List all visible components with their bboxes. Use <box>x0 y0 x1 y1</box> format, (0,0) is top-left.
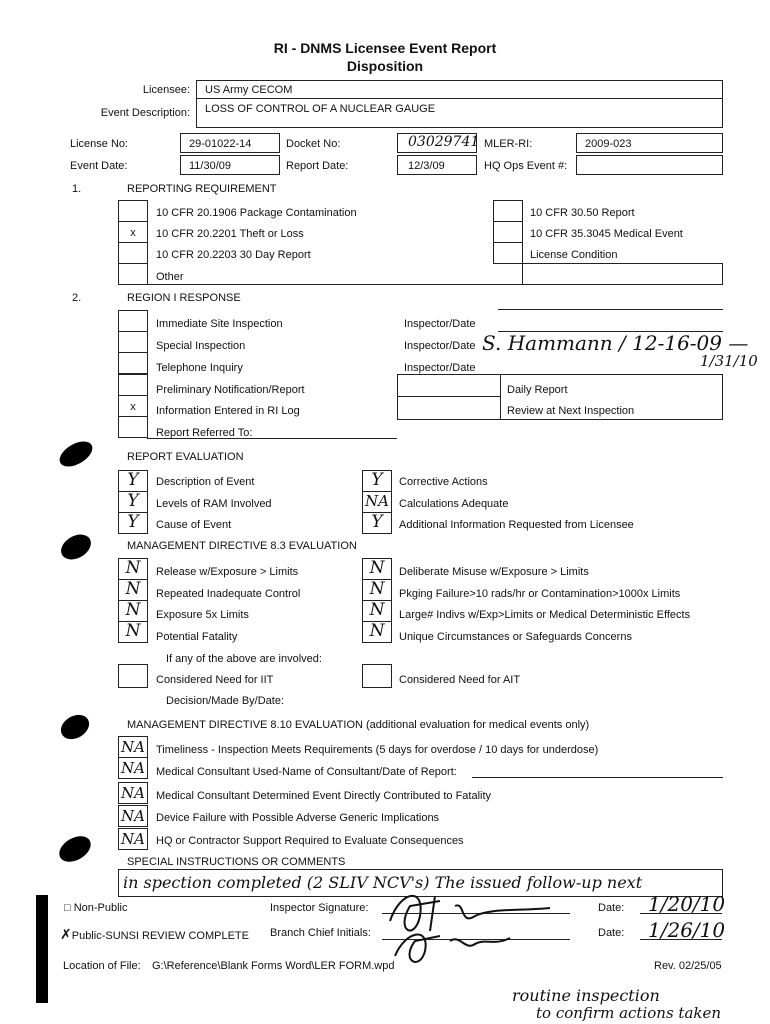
licensee-field[interactable] <box>196 80 723 99</box>
checkbox-consultant-fatality[interactable]: NA <box>118 782 148 804</box>
label-potential-fatality: Potential Fatality <box>156 631 238 643</box>
label-corrective-actions: Corrective Actions <box>399 476 488 488</box>
checkbox-preliminary-notification[interactable] <box>118 374 148 396</box>
label-daily-report: Daily Report <box>507 384 568 396</box>
label-unique-circumstances: Unique Circumstances or Safeguards Concerns <box>399 631 632 643</box>
label-exposure-5x: Exposure 5x Limits <box>156 609 249 621</box>
inspector-date2: 1/31/10 <box>700 352 758 370</box>
label-preliminary-notification: Preliminary Notification/Report <box>156 384 305 396</box>
event-description-field[interactable] <box>196 98 723 128</box>
label-device-failure: Device Failure with Possible Adverse Generic Implications <box>156 812 440 824</box>
event-date-field[interactable] <box>180 155 280 175</box>
license-condition-field[interactable] <box>522 263 723 285</box>
page-subtitle: Disposition <box>346 58 424 74</box>
license-no-field[interactable] <box>180 133 280 153</box>
mler-field[interactable] <box>576 133 723 153</box>
mler-value: 2009-023 <box>585 138 632 150</box>
bottom-note-2: to confirm actions taken <box>536 1004 722 1022</box>
date-label-2: Date: <box>598 927 625 939</box>
checkbox-consultant-used[interactable]: NA <box>118 757 148 779</box>
label-deliberate-misuse: Deliberate Misuse w/Exposure > Limits <box>399 566 589 578</box>
report-evaluation-heading: REPORT EVALUATION <box>127 451 244 463</box>
checkbox-package-contamination[interactable] <box>118 200 148 222</box>
checkbox-medical-event[interactable] <box>493 221 523 243</box>
label-license-condition: License Condition <box>530 249 618 261</box>
checkbox-corrective-actions[interactable]: Y <box>362 470 392 492</box>
checkbox-cause-event[interactable]: Y <box>118 512 148 534</box>
label-telephone-inquiry: Telephone Inquiry <box>156 362 243 374</box>
checkbox-additional-info[interactable]: Y <box>362 512 392 534</box>
license-no-label: License No: <box>70 138 129 150</box>
section1-number: 1. <box>72 183 82 195</box>
label-consultant-used: Medical Consultant Used-Name of Consultant/Date of Report: <box>156 766 457 778</box>
licensee-value: US Army CECOM <box>205 84 293 96</box>
referred-underline <box>147 438 397 439</box>
special-heading: SPECIAL INSTRUCTIONS OR COMMENTS <box>127 856 346 868</box>
checkbox-release-exposure[interactable]: N <box>118 558 148 580</box>
label-medical-event: 10 CFR 35.3045 Medical Event <box>530 228 683 240</box>
checkbox-calculations[interactable]: NA <box>362 491 392 513</box>
label-ait: Considered Need for AIT <box>399 674 521 686</box>
label-report-referred: Report Referred To: <box>156 427 253 439</box>
md83-heading: MANAGEMENT DIRECTIVE 8.3 EVALUATION <box>127 540 357 552</box>
label-calculations: Calculations Adequate <box>399 498 509 510</box>
label-levels-ram: Levels of RAM Involved <box>156 498 272 510</box>
checkbox-iit[interactable] <box>118 664 148 688</box>
label-immediate-inspection: Immediate Site Inspection <box>156 318 283 330</box>
checkbox-30-day-report[interactable] <box>118 242 148 264</box>
checkbox-large-indivs[interactable]: N <box>362 600 392 622</box>
label-pkging-failure: Pkging Failure>10 rads/hr or Contamination>1000x Limits <box>399 588 681 600</box>
inspector-signature: S. Hammann / 12-16-09 — <box>482 331 749 355</box>
date-value-2: 1/26/10 <box>648 918 726 942</box>
label-30-50-report: 10 CFR 30.50 Report <box>530 207 635 219</box>
page-title: RI - DNMS Licensee Event Report <box>273 40 497 56</box>
label-large-indivs: Large# Indivs w/Exp>Limits or Medical Deterministic Effects <box>399 609 691 621</box>
checkbox-report-referred[interactable] <box>118 416 148 438</box>
public-option[interactable] <box>60 927 249 943</box>
label-other: Other <box>156 271 184 283</box>
checkbox-review-next[interactable] <box>397 396 501 420</box>
checkbox-potential-fatality[interactable]: N <box>118 621 148 643</box>
checkbox-30-50-report[interactable] <box>493 200 523 222</box>
checkbox-hq-support[interactable]: NA <box>118 828 148 850</box>
punch-mark-1 <box>55 436 96 471</box>
event-date-label: Event Date: <box>70 160 128 172</box>
label-hq-support: HQ or Contractor Support Required to Evaluate Consequences <box>156 835 464 847</box>
label-cause-event: Cause of Event <box>156 519 232 531</box>
date-value-1: 1/20/10 <box>648 892 726 916</box>
date-label-1: Date: <box>598 902 625 914</box>
docket-no-value: 03029741 <box>408 134 480 150</box>
inspector-line-1 <box>498 309 723 310</box>
label-additional-info: Additional Information Requested from Licensee <box>399 519 634 531</box>
checkbox-exposure-5x[interactable]: N <box>118 600 148 622</box>
non-public-label: Non-Public <box>73 902 128 914</box>
label-repeated-control: Repeated Inadequate Control <box>156 588 301 600</box>
non-public-option[interactable]: □ Non-Public <box>64 902 128 914</box>
decision-label: Decision/Made By/Date: <box>166 695 284 707</box>
label-30-day-report: 10 CFR 20.2203 30 Day Report <box>156 249 311 261</box>
checkbox-levels-ram[interactable]: Y <box>118 491 148 513</box>
report-date-field[interactable] <box>397 155 477 175</box>
label-release-exposure: Release w/Exposure > Limits <box>156 566 299 578</box>
checkbox-telephone-inquiry[interactable] <box>118 352 148 374</box>
public-label: Public-SUNSI REVIEW COMPLETE <box>71 930 249 942</box>
licensee-label: Licensee: <box>142 84 190 96</box>
event-description-label: Event Description: <box>100 107 190 119</box>
checkbox-other[interactable] <box>118 263 148 285</box>
section1-heading: REPORTING REQUIREMENT <box>127 183 277 195</box>
special-comment: in spection completed (2 SLIV NCV's) The issued follow-up next <box>123 873 643 892</box>
checkbox-description-event[interactable]: Y <box>118 470 148 492</box>
docket-no-field[interactable] <box>397 133 480 153</box>
location-value: G:\Reference\Blank Forms Word\LER FORM.wpd <box>152 960 395 972</box>
bottom-note-1: routine inspection <box>512 986 660 1005</box>
checkbox-immediate-inspection[interactable] <box>118 310 148 332</box>
checkbox-ri-log[interactable]: x <box>118 395 148 417</box>
location-label: Location of File: <box>63 960 141 972</box>
label-ri-log: Information Entered in RI Log <box>156 405 300 417</box>
checkbox-ait[interactable] <box>362 664 392 688</box>
report-date-label: Report Date: <box>286 160 349 172</box>
label-iit: Considered Need for IIT <box>156 674 274 686</box>
event-description-value: LOSS OF CONTROL OF A NUCLEAR GAUGE <box>205 103 436 115</box>
branch-chief-label: Branch Chief Initials: <box>270 927 371 939</box>
docket-no-label: Docket No: <box>286 138 341 150</box>
label-timeliness: Timeliness - Inspection Meets Requirements (5 days for overdose / 10 days for underdose) <box>156 744 599 756</box>
checkbox-special-inspection[interactable] <box>118 331 148 353</box>
hq-ops-field[interactable] <box>576 155 723 175</box>
checkbox-deliberate-misuse[interactable]: N <box>362 558 392 580</box>
checkbox-device-failure[interactable]: NA <box>118 805 148 827</box>
involved-note: If any of the above are involved: <box>166 653 322 665</box>
label-package-contamination: 10 CFR 20.1906 Package Contamination <box>156 207 357 219</box>
hq-ops-label: HQ Ops Event #: <box>484 160 568 172</box>
checkbox-daily-report[interactable] <box>397 374 501 397</box>
checkbox-theft-or-loss[interactable]: x <box>118 221 148 243</box>
punch-mark-2 <box>57 529 96 564</box>
event-date-value: 11/30/09 <box>189 160 232 172</box>
checkbox-repeated-control[interactable]: N <box>118 579 148 601</box>
inspector-signature-label: Inspector Signature: <box>270 902 369 914</box>
checkbox-unique-circumstances[interactable]: N <box>362 621 392 643</box>
inspector-date-label-2: Inspector/Date <box>404 340 476 352</box>
inspector-date-label-1: Inspector/Date <box>404 318 476 330</box>
license-no-value: 29-01022-14 <box>189 138 252 150</box>
label-review-next: Review at Next Inspection <box>507 405 635 417</box>
left-edge-bar <box>36 895 48 1003</box>
check-mark-icon: ✗ <box>60 927 72 943</box>
label-theft-or-loss: 10 CFR 20.2201 Theft or Loss <box>156 228 304 240</box>
report-date-value: 12/3/09 <box>408 160 445 172</box>
rev-label: Rev. 02/25/05 <box>654 960 722 972</box>
checkbox-license-condition[interactable] <box>493 242 523 264</box>
md810-heading: MANAGEMENT DIRECTIVE 8.10 EVALUATION (additional evaluation for medical events only) <box>127 719 590 731</box>
section2-heading: REGION I RESPONSE <box>127 292 241 304</box>
section2-number: 2. <box>72 292 82 304</box>
punch-mark-3 <box>57 710 94 744</box>
inspector-date-label-3: Inspector/Date <box>404 362 476 374</box>
label-special-inspection: Special Inspection <box>156 340 246 352</box>
checkbox-pkging-failure[interactable]: N <box>362 579 392 601</box>
mler-label: MLER-RI: <box>484 138 533 150</box>
checkbox-timeliness[interactable]: NA <box>118 736 148 758</box>
label-description-event: Description of Event <box>156 476 255 488</box>
handwritten-signatures <box>380 886 580 976</box>
consultant-underline <box>472 777 723 778</box>
punch-mark-4 <box>55 831 95 867</box>
label-consultant-fatality: Medical Consultant Determined Event Directly Contributed to Fatality <box>156 790 492 802</box>
